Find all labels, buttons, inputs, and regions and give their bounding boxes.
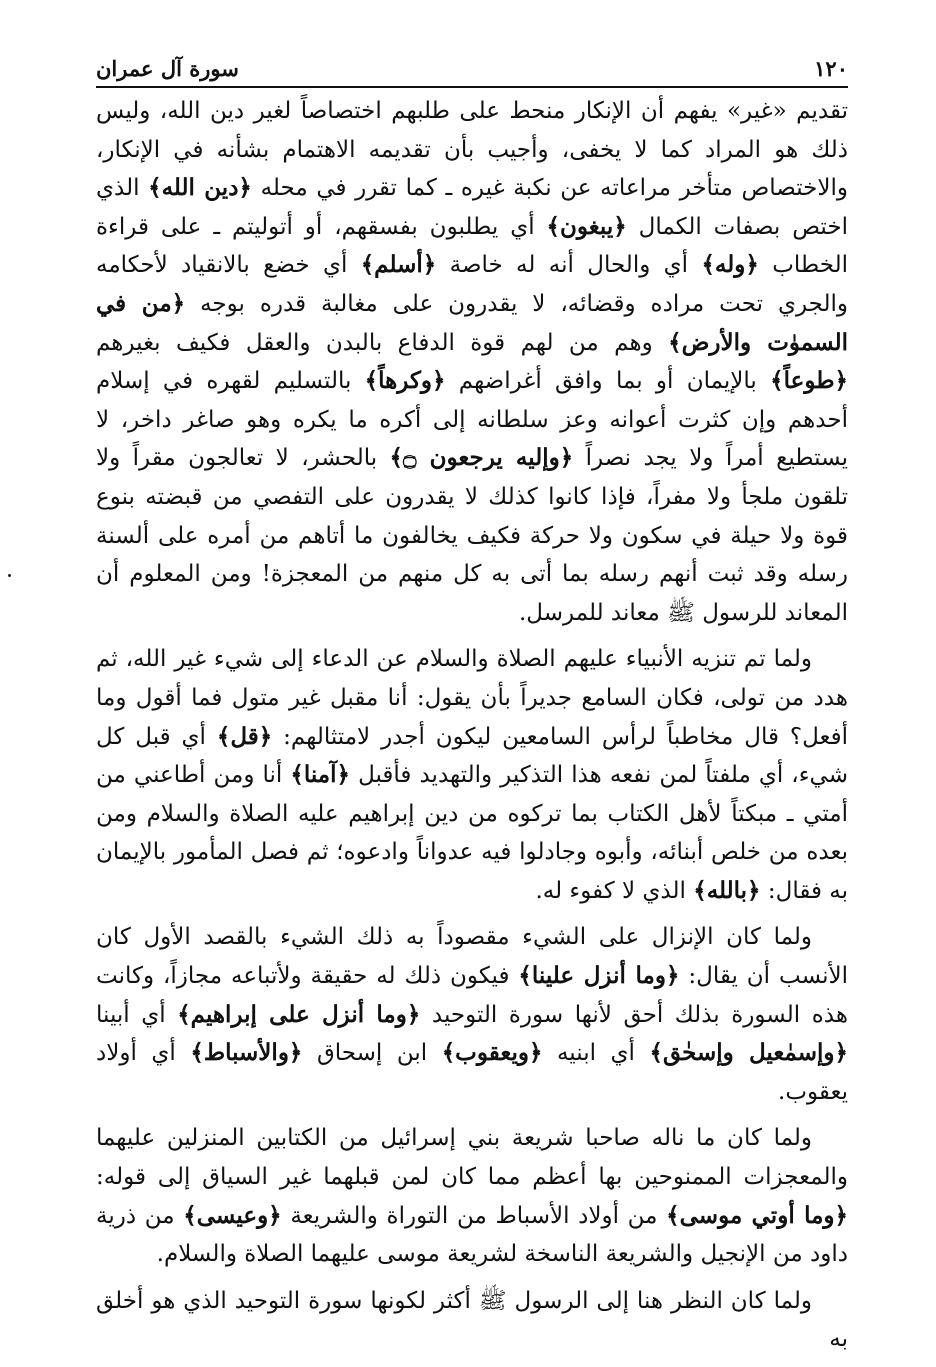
text-run: بالتسليم لقهره في إسلام أحدهم وإن كثرت أعوانه وعز سلطانه إلى أكره ما يكره وهو صاغر داخر، لا يستطيع أمراً ولا يجد نصراً (96, 368, 849, 472)
text-run: أي خضع بالانقياد لأحكامه والجري تحت مراده وقضائه، لا يقدرون على مغالبة قدره بوجه (96, 252, 848, 317)
text-run: من أولاد الأسباط من التوراة والشريعة (281, 1202, 667, 1229)
quran-quote: ﴿من في السموٰت والأرض﴾ (96, 289, 848, 356)
quran-quote: ﴿وعيسى﴾ (183, 1201, 282, 1229)
quran-quote: ﴿وإليه يرجعون ۝﴾ (389, 444, 574, 472)
quran-quote: ﴿أسلم﴾ (360, 251, 437, 279)
text-run: أي والحال أنه له خاصة (436, 252, 702, 279)
quran-quote: ﴿وما أوتي موسى﴾ (666, 1201, 848, 1229)
text-run: الذي اختص بصفات الكمال (96, 175, 848, 240)
body-text (96, 92, 848, 1367)
text-run: تقديم «غير» يفهم أن الإنكار منحط على طلبهم اختصاصاً لغير دين الله، وليس ذلك هو المراد كما لا يخفى، وأجيب بأن تقديمه الاهتمام بشأنه في الإنكار، والاختصاص متأخر مراعاته عن نكبة غيره ـ كما تقرر في محله (96, 98, 848, 202)
text-run: بالحشر، لا تعالجون مقراً ولا تلقون ملجأ ولا مفراً، فإذا كانوا كذلك لا يقدرون على التفصي من قبضته بنوع قوة ولا حيلة في سكون ولا حركة فكيف يخالفون ما أتاهم من أمره على ألسنة رسله وقد ثبت أنهم رسله بما أتى به كل منهم من المعجزة! ومن المعلوم أن المعاند للرسول ﷺ معاند للمرسل. (96, 445, 848, 626)
running-title: سورة آل عمران (96, 56, 239, 81)
text-run: من ذرية داود من الإنجيل والشريعة الناسخة لشريعة موسى عليهما الصلاة والسلام. (96, 1202, 848, 1268)
text-run: ولما كان ما ناله صاحبا شريعة بني إسرائيل من الكتابين المنزلين عليهما والمعجزات الممنوحين بها أعظم مما كان لمن قبلهما غير السياق إلى قوله: (96, 1125, 848, 1191)
page-number: ١٢٠ (814, 56, 848, 81)
paragraph (96, 92, 848, 632)
quran-quote: ﴿قل﴾ (216, 722, 273, 750)
text-run: فيكون ذلك له حقيقة ولأتباعه مجازاً، وكانت هذه السورة بذلك أحق لأنها سورة التوحيد (96, 963, 848, 1028)
quran-quote: ﴿يبغون﴾ (546, 212, 627, 240)
paragraph (96, 640, 848, 910)
quran-quote: ﴿بالله﴾ (693, 876, 761, 904)
text-run: ولما كان الإنزال على الشيء مقصوداً به ذلك الشيء بالقصد الأول كان الأنسب أن يقال: (96, 924, 849, 990)
quran-quote: ﴿وله﴾ (701, 251, 759, 279)
header-rule (96, 86, 848, 88)
quran-quote: ﴿آمنا﴾ (290, 761, 350, 789)
page-header (96, 52, 848, 86)
quran-quote: ﴿طوعاً﴾ (770, 367, 848, 395)
text-run: أي أولاد يعقوب. (96, 1040, 848, 1105)
quran-quote: ﴿دين الله﴾ (148, 174, 252, 202)
paragraph (96, 1282, 848, 1359)
text-run: أي أبينا (96, 1001, 178, 1028)
quran-quote: ﴿وما أنزل علينا﴾ (518, 962, 680, 990)
margin-mark (8, 574, 11, 577)
text-run: أي يطلبون بفسقهم، أو أتوليتم ـ على قراءة الخطاب (96, 213, 848, 279)
quran-quote: ﴿وإسمٰعيل وإسحٰق﴾ (649, 1039, 848, 1067)
text-run: ابن إسحاق (302, 1040, 442, 1067)
text-run: أي قبل كل شيء، أي ملفتاً لمن نفعه هذا التذكير والتهديد فأقبل (96, 723, 848, 789)
paragraph (96, 918, 848, 1111)
quran-quote: ﴿والأسباط﴾ (190, 1039, 303, 1067)
paragraph (96, 1119, 848, 1273)
text-run: ولما كان النظر هنا إلى الرسول ﷺ أكثر لكونها سورة التوحيد الذي هو أخلق به (96, 1287, 848, 1353)
text-run: بالإيمان أو بما وافق أغراضهم (445, 368, 771, 395)
text-run: ولما تم تنزيه الأنبياء عليهم الصلاة والسلام عن الدعاء إلى شيء غير الله، ثم هدد من تولى، فكان السامع جديراً بأن يقول: أنا مقبل غير متول فما أقول وما أفعل؟ قال مخاطباً لرأس السامعين ليكون أجدر لامتثالهم: (96, 646, 848, 750)
text-run: أنا ومن أطاعني من أمتي ـ مبكتاً لأهل الكتاب بما تركوه من دين إبراهيم عليه الصلاة والسلام ومن بعده من خلص أبنائه، وأبوه وجادلوا فيه عدواناً وادعوه؛ ثم فصل المأمور بالإيمان به فقال: (96, 762, 848, 904)
quran-quote: ﴿وكرهاً﴾ (364, 367, 446, 395)
text-run: وهم من لهم قوة الدفاع بالبدن والعقل فكيف بغيرهم (96, 329, 669, 356)
text-run: الذي لا كفوء له. (535, 877, 694, 904)
quran-quote: ﴿ويعقوب﴾ (441, 1039, 543, 1067)
text-run: أي ابنيه (542, 1040, 650, 1067)
quran-quote: ﴿وما أنزل على إبراهيم﴾ (177, 1000, 421, 1028)
